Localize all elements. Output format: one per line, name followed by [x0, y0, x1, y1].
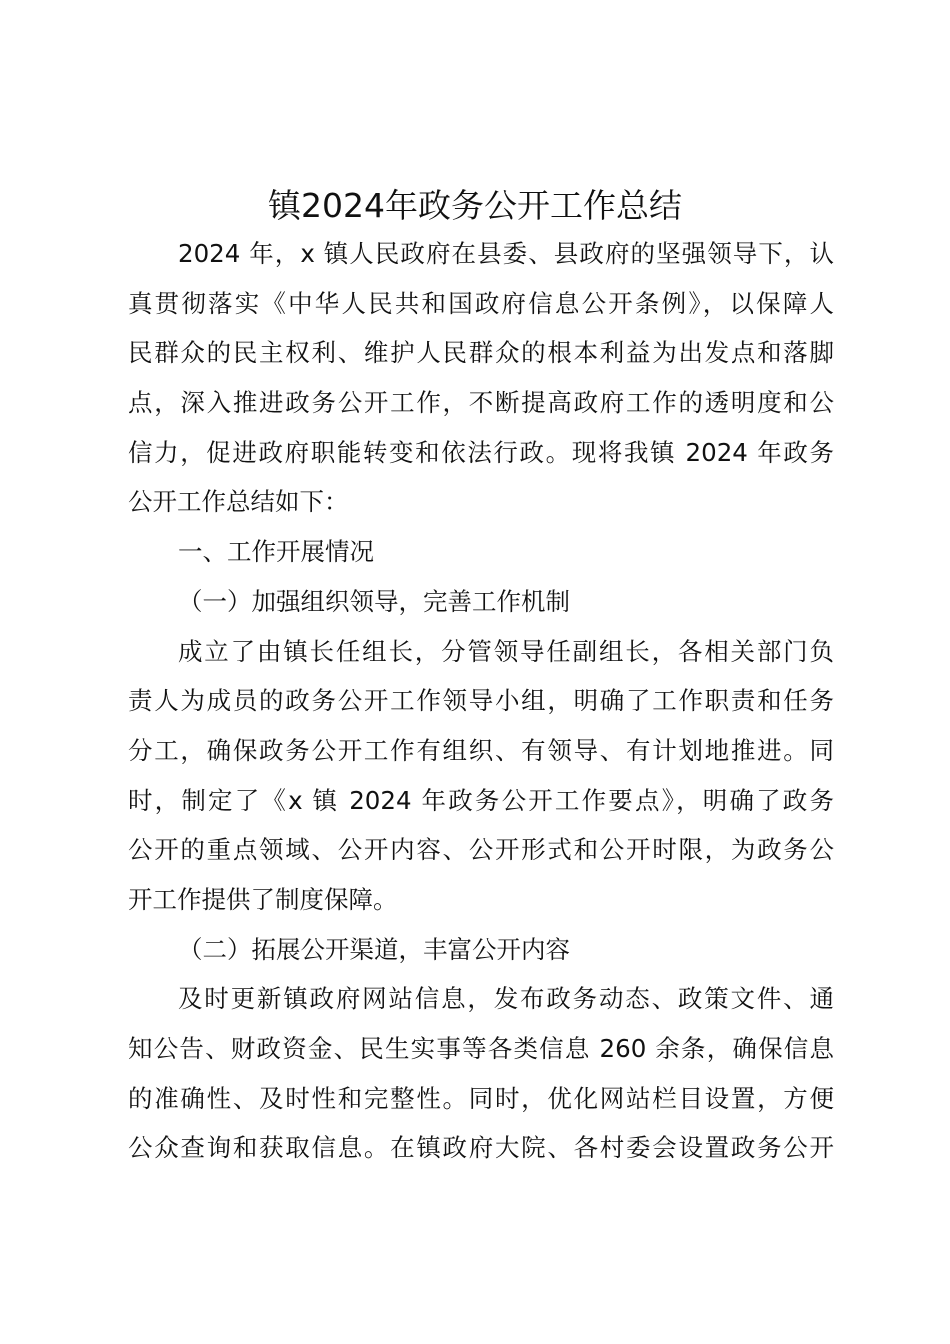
paragraph-line: 民群众的民主权利、维护人民群众的根本利益为出发点和落脚 — [128, 338, 834, 367]
paragraph-line: 知公告、财政资金、民生实事等各类信息 260 余条，确保信息 — [128, 1034, 834, 1063]
section-heading: 一、工作开展情况 — [178, 537, 374, 566]
paragraph-line: 信力，促进政府职能转变和依法行政。现将我镇 2024 年政务 — [128, 438, 834, 467]
paragraph-line: 公开的重点领域、公开内容、公开形式和公开时限，为政务公 — [128, 835, 834, 864]
paragraph-line: 真贯彻落实《中华人民共和国政府信息公开条例》，以保障人 — [128, 289, 834, 318]
paragraph-line: 开工作提供了制度保障。 — [128, 885, 398, 914]
paragraph-line: 2024 年，x 镇人民政府在县委、县政府的坚强领导下，认 — [178, 239, 834, 268]
subsection-heading: （一）加强组织领导，完善工作机制 — [178, 587, 570, 616]
paragraph-line: 公开工作总结如下： — [128, 487, 349, 516]
paragraph-line: 的准确性、及时性和完整性。同时，优化网站栏目设置，方便 — [128, 1084, 834, 1113]
paragraph-line: 及时更新镇政府网站信息，发布政务动态、政策文件、通 — [178, 984, 834, 1013]
paragraph-line: 责人为成员的政务公开工作领导小组，明确了工作职责和任务 — [128, 686, 834, 715]
subsection-heading: （二）拓展公开渠道，丰富公开内容 — [178, 935, 570, 964]
paragraph-line: 成立了由镇长任组长，分管领导任副组长，各相关部门负 — [178, 637, 834, 666]
paragraph-line: 公众查询和获取信息。在镇政府大院、各村委会设置政务公开 — [128, 1133, 834, 1162]
paragraph-line: 点，深入推进政务公开工作，不断提高政府工作的透明度和公 — [128, 388, 834, 417]
paragraph-line: 分工，确保政务公开工作有组织、有领导、有计划地推进。同 — [128, 736, 834, 765]
paragraph-line: 时，制定了《x 镇 2024 年政务公开工作要点》，明确了政务 — [128, 786, 834, 815]
document-title: 镇2024年政务公开工作总结 — [268, 186, 682, 225]
